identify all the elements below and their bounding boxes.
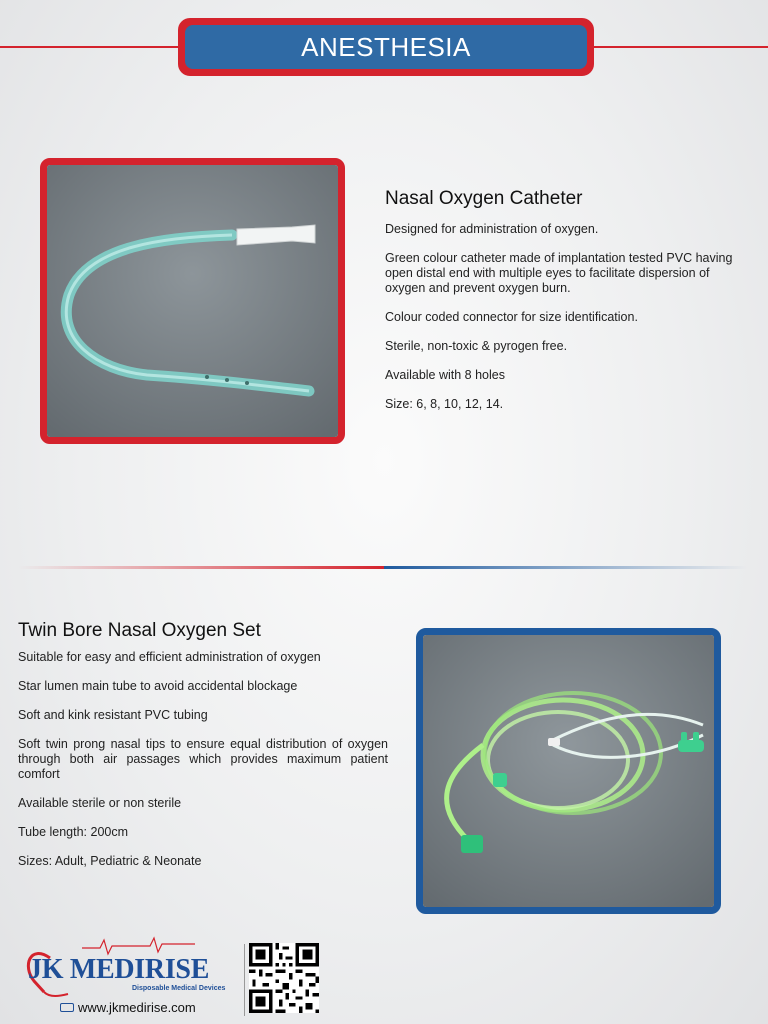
product-feature: Sizes: Adult, Pediatric & Neonate (18, 854, 202, 868)
brand-name: JK MEDIRISE (28, 954, 210, 985)
website-text: www.jkmedirise.com (78, 1000, 196, 1015)
oxygen-set-illustration (423, 635, 714, 907)
product-feature: Soft and kink resistant PVC tubing (18, 708, 208, 722)
product-twin-bore-nasal-oxygen-set (18, 620, 388, 883)
product-nasal-oxygen-catheter (385, 188, 745, 426)
header-line-right (594, 46, 768, 48)
nasal-oxygen-catheter-photo (40, 158, 345, 444)
product-feature: Tube length: 200cm (18, 825, 129, 839)
website-link[interactable] (60, 1000, 196, 1015)
product-feature: Suitable for easy and efficient administration of oxygen (18, 650, 321, 664)
product-feature: Soft twin prong nasal tips to ensure equal distribution of oxygen through both air passages which provides maximum patient comfort (18, 737, 388, 781)
product-feature: Designed for administration of oxygen. (385, 222, 599, 236)
product-feature: Size: 6, 8, 10, 12, 14. (385, 397, 504, 411)
qr-code[interactable] (249, 943, 319, 1013)
product-title: Nasal Oxygen Catheter (385, 188, 583, 209)
header-line-left (0, 46, 178, 48)
product-feature: Green colour catheter made of implantation tested PVC having open distal end with multiple eyes to facilitate dispersion of oxygen and prevent oxygen burn. (385, 251, 733, 295)
section-divider (18, 566, 748, 569)
section-header-badge (178, 18, 594, 76)
product-feature: Available sterile or non sterile (18, 796, 182, 810)
product-title: Twin Bore Nasal Oxygen Set (18, 620, 261, 641)
section-title: ANESTHESIA (185, 25, 587, 69)
catheter-illustration (47, 165, 338, 437)
twin-bore-nasal-oxygen-set-photo (416, 628, 721, 914)
footer-separator (244, 944, 245, 1016)
product-feature: Star lumen main tube to avoid accidental blockage (18, 679, 298, 693)
brand-tagline: Disposable Medical Devices (132, 985, 226, 992)
product-feature: Colour coded connector for size identification. (385, 310, 638, 324)
product-feature: Available with 8 holes (385, 368, 505, 382)
product-feature: Sterile, non-toxic & pyrogen free. (385, 339, 568, 353)
web-icon (60, 1003, 74, 1012)
